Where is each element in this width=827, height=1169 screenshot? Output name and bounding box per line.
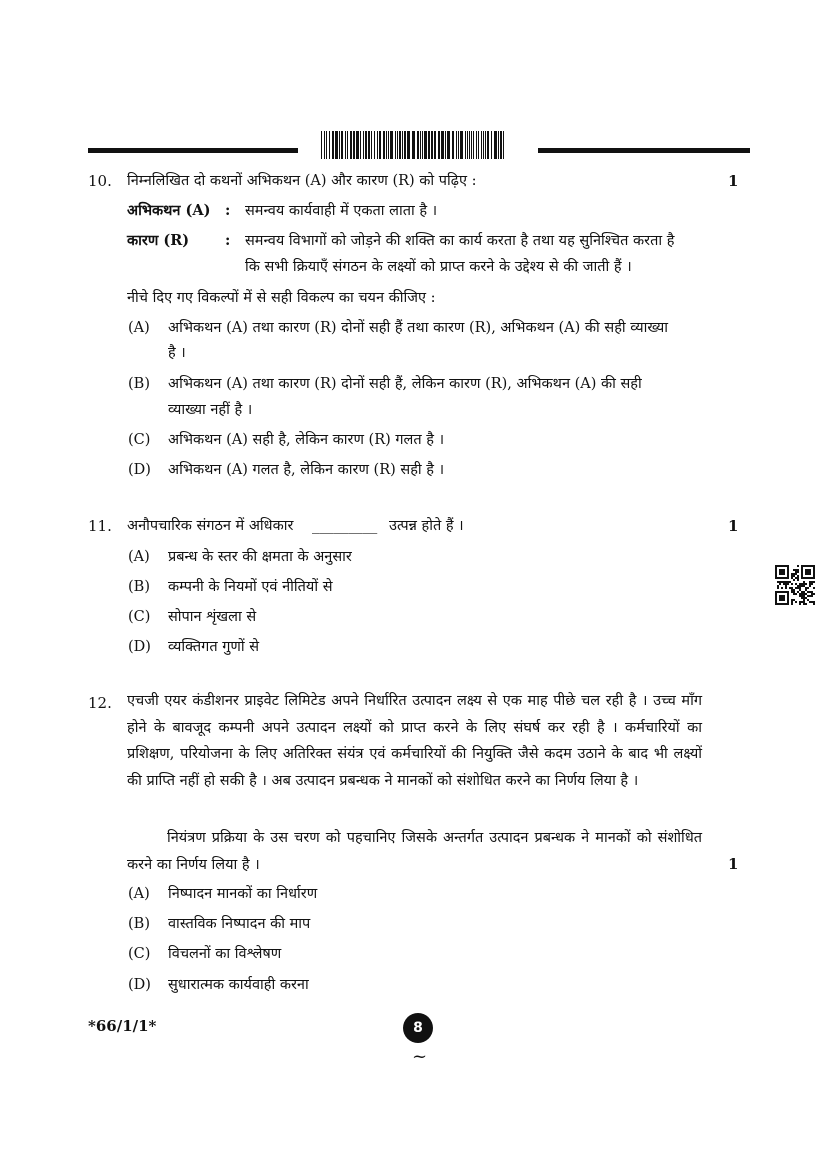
- q11-option-a-text: प्रबन्ध के स्तर की क्षमता के अनुसार: [168, 549, 352, 565]
- q10-option-b-line2: व्याख्या नहीं है ।: [168, 402, 253, 418]
- page-number-badge: 8: [403, 1013, 433, 1043]
- q10-assertion-text: समन्वय कार्यवाही में एकता लाता है ।: [245, 203, 438, 219]
- q10-option-a-letter: (A): [128, 320, 150, 336]
- q11-option-b-letter: (B): [128, 579, 150, 595]
- q12-paragraph-2: नियंत्रण प्रक्रिया के उस चरण को पहचानिए जिसके अन्तर्गत उत्पादन प्रबन्धक ने मानकों को संशोधित करने का निर्णय लिया है ।: [127, 830, 702, 873]
- q11-option-c-text: सोपान शृंखला से: [168, 609, 257, 625]
- q10-reason-line2: कि सभी क्रियाएँ संगठन के लक्ष्यों को प्राप्त करने के उद्देश्य से की जाती हैं ।: [245, 259, 632, 275]
- q10-stem: निम्नलिखित दो कथनों अभिकथन (A) और कारण (R) को पढ़िए :: [127, 173, 477, 189]
- q10-option-b-line1: अभिकथन (A) तथा कारण (R) दोनों सही हैं, लेकिन कारण (R), अभिकथन (A) की सही: [168, 376, 642, 392]
- paper-code: *66/1/1*: [88, 1017, 157, 1035]
- q10-option-a-line2: है ।: [168, 345, 186, 361]
- q11-option-d-letter: (D): [128, 639, 151, 655]
- q11-option-b-text: कम्पनी के नियमों एवं नीतियों से: [168, 579, 333, 595]
- q11-option-d-text: व्यक्तिगत गुणों से: [168, 639, 260, 655]
- q11-marks: 1: [728, 517, 739, 535]
- q10-option-c-line1: अभिकथन (A) सही है, लेकिन कारण (R) गलत है ।: [168, 432, 445, 448]
- footer-tilde: ~: [412, 1046, 428, 1067]
- qr-code-image: [775, 565, 815, 605]
- q10-instruction: नीचे दिए गए विकल्पों में से सही विकल्प का चयन कीजिए :: [127, 290, 436, 306]
- q10-reason-colon: :: [225, 232, 231, 249]
- q12-option-d-letter: (D): [128, 977, 151, 993]
- q12-number: 12.: [88, 694, 112, 712]
- q10-marks: 1: [728, 172, 739, 190]
- q11-number: 11.: [88, 517, 112, 535]
- q12-option-a-text: निष्पादन मानकों का निर्धारण: [168, 886, 318, 902]
- q12-option-d-text: सुधारात्मक कार्यवाही करना: [168, 977, 309, 993]
- q10-option-a-line1: अभिकथन (A) तथा कारण (R) दोनों सही हैं तथा कारण (R), अभिकथन (A) की सही व्याख्या: [168, 320, 669, 336]
- q12-option-a-letter: (A): [128, 886, 150, 902]
- q11-stem-blank: _________: [312, 518, 378, 534]
- barcode-image: [320, 131, 506, 159]
- q10-number: 10.: [88, 172, 112, 190]
- q10-assertion-colon: :: [225, 202, 231, 219]
- q10-reason-line1: समन्वय विभागों को जोड़ने की शक्ति का कार्य करता है तथा यह सुनिश्चित करता है: [245, 233, 675, 249]
- q12-marks: 1: [728, 855, 739, 873]
- q12-option-b-letter: (B): [128, 916, 150, 932]
- q10-reason-label: कारण (R): [127, 232, 190, 249]
- q12-option-b-text: वास्तविक निष्पादन की माप: [168, 916, 311, 932]
- q12-paragraph-1: एचजी एयर कंडीशनर प्राइवेट लिमिटेड अपने निर्धारित उत्पादन लक्ष्य से एक माह पीछे चल रही है । उच्च माँग होने के बावजूद कम्पनी अपने उत्पादन लक्ष्यों को प्राप्त करने के लिए संघर्ष कर रही है । कर्मचारियों का प्रशिक्षण, परियोजना के लिए अतिरिक्त संयंत्र एवं कर्मचारियों की नियुक्ति जैसे कदम उठाने के बाद भी लक्ष्यों की प्राप्ति नहीं हो सकी है । अब उत्पादन प्रबन्धक ने मानकों को संशोधित करने का निर्णय लिया है ।: [127, 693, 702, 789]
- q11-stem-before: अनौपचारिक संगठन में अधिकार: [127, 518, 294, 534]
- q10-assertion-label: अभिकथन (A): [127, 202, 211, 219]
- header-rule-right: [538, 148, 750, 153]
- q12-option-c-text: विचलनों का विश्लेषण: [168, 946, 282, 962]
- q10-option-d-line1: अभिकथन (A) गलत है, लेकिन कारण (R) सही है ।: [168, 462, 445, 478]
- q10-option-d-letter: (D): [128, 462, 151, 478]
- q11-stem-after: उत्पन्न होते हैं ।: [389, 518, 464, 534]
- q12-option-c-letter: (C): [128, 946, 151, 962]
- q10-option-c-letter: (C): [128, 432, 151, 448]
- q11-option-a-letter: (A): [128, 549, 150, 565]
- q10-option-b-letter: (B): [128, 376, 150, 392]
- header-rule-left: [88, 148, 298, 153]
- q11-option-c-letter: (C): [128, 609, 151, 625]
